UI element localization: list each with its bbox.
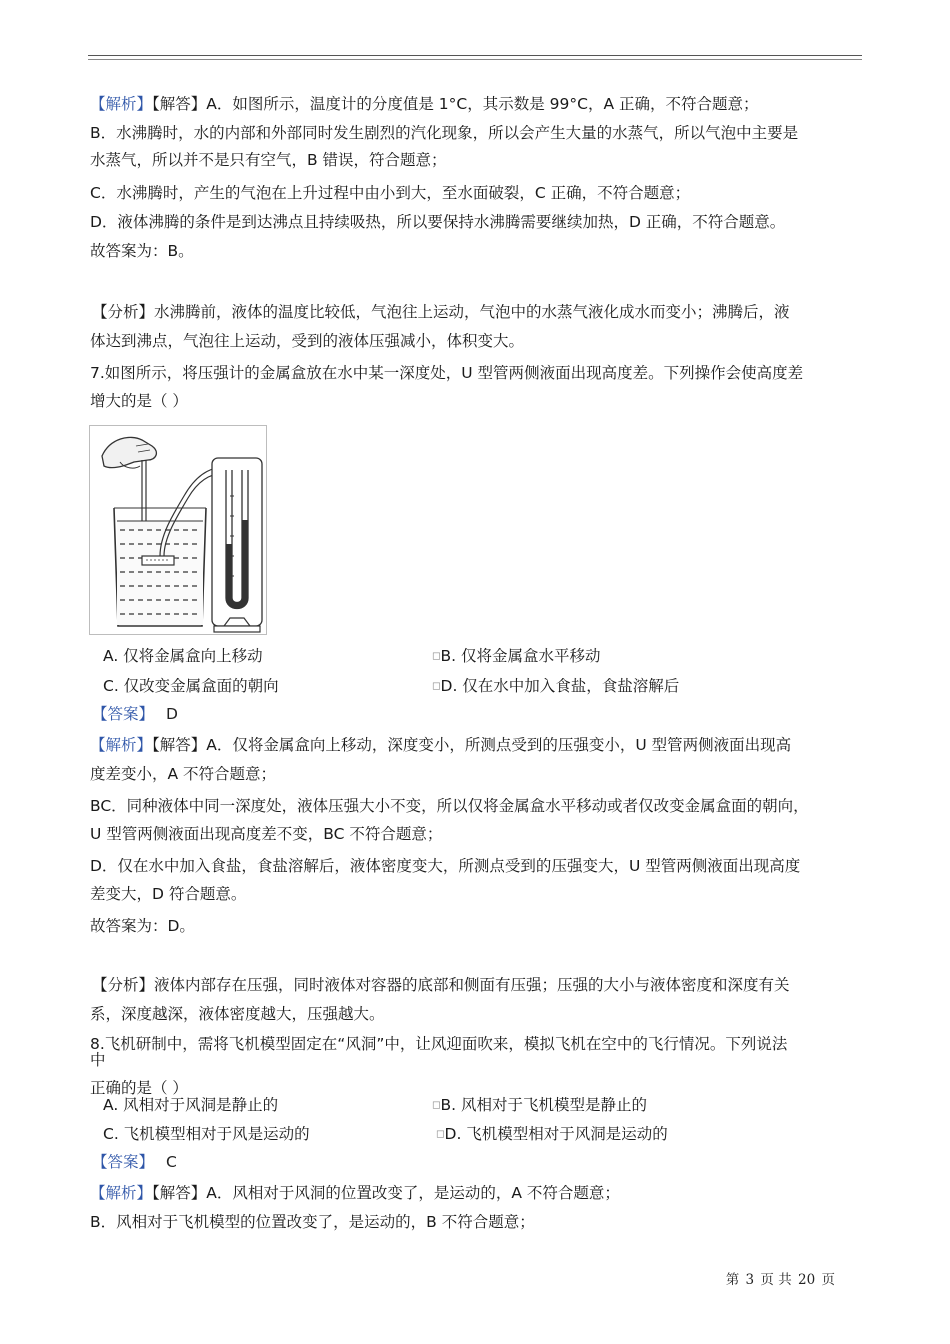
- q6-analysis-line-2: B．水沸腾时，水的内部和外部同时发生剧烈的汽化现象，所以会产生大量的水蒸气，所以气泡中主要是: [90, 124, 799, 142]
- q6-analysis-line-5: D．液体沸腾的条件是到达沸点且持续吸热，所以要保持水沸腾需要继续加热，D 正确，不符合题意。: [90, 213, 786, 231]
- q8-stem-wrap: 中: [90, 1051, 106, 1069]
- q7-analysis-line-1: 【解析】【解答】A．仅将金属盒向上移动，深度变小，所测点受到的压强变小，U 型管两侧液面出现高: [90, 736, 792, 754]
- page-total: 20: [798, 1272, 816, 1288]
- q7-analysis-line-3: BC．同种液体中同一深度处，液体压强大小不变，所以仅将金属盒水平移动或者仅改变金属盒面的朝向，: [90, 797, 809, 815]
- analysis-tag: 【解析】: [90, 1184, 153, 1202]
- q7-answer-line: 故答案为：D。: [90, 917, 195, 935]
- q8-option-d: □D. 飞机模型相对于风洞是运动的: [436, 1125, 668, 1143]
- q8-answer: [92, 1152, 177, 1172]
- q6-analysis-line-4: C．水沸腾时，产生的气泡在上升过程中由小到大，至水面破裂，C 正确，不符合题意；: [90, 184, 691, 202]
- analysis-tag: 【解析】: [90, 95, 153, 113]
- q8-stem-line-1: 8.飞机研制中，需将飞机模型固定在“风洞”中，让风迎面吹来，模拟飞机在空中的飞行情况。下列说法: [90, 1035, 788, 1053]
- q8-stem-line-2: 正确的是（ ）: [90, 1079, 188, 1097]
- header-rule-thin: [88, 59, 862, 60]
- answer-value: D: [166, 705, 178, 723]
- q7-summary-line-1: 【分析】液体内部存在压强，同时液体对容器的底部和侧面有压强；压强的大小与液体密度和深度有关: [92, 976, 790, 994]
- q7-option-a: A. 仅将金属盒向上移动: [103, 647, 263, 665]
- q7-analysis-line-4: U 型管两侧液面出现高度差不变，BC 不符合题意；: [90, 825, 443, 843]
- q7-answer: [92, 704, 178, 724]
- box-glyph: □: [432, 681, 441, 692]
- box-glyph: □: [436, 1129, 445, 1140]
- answer-tag: 【答案】: [92, 1153, 155, 1171]
- q7-stem-line-1: 7.如图所示，将压强计的金属盒放在水中某一深度处，U 型管两侧液面出现高度差。下列操作会使高度差: [90, 364, 804, 382]
- box-glyph: □: [432, 651, 441, 662]
- q6-analysis-line-3: 水蒸气，所以并不是只有空气，B 错误，符合题意；: [90, 151, 447, 169]
- q6-analysis-line-1: 【解析】【解答】A．如图所示，温度计的分度值是 1°C，其示数是 99°C，A 正确，不符合题意；: [90, 95, 759, 113]
- answer-value: C: [166, 1153, 177, 1171]
- page-footer: 第 3 页 共 20 页: [725, 1272, 835, 1288]
- q7-summary-line-2: 系，深度越深，液体密度越大，压强越大。: [90, 1005, 385, 1023]
- q8-option-a: A. 风相对于风洞是静止的: [103, 1096, 279, 1114]
- q6-summary-line-1: 【分析】水沸腾前，液体的温度比较低，气泡往上运动，气泡中的水蒸气液化成水而变小；沸腾后，液: [92, 303, 790, 321]
- q7-analysis-line-5: D．仅在水中加入食盐，食盐溶解后，液体密度变大，所测点受到的压强变大，U 型管两侧液面出现高度: [90, 857, 801, 875]
- page-number: 3: [745, 1272, 755, 1288]
- pressure-gauge-figure: [89, 425, 267, 635]
- q7-stem-line-2: 增大的是（ ）: [90, 392, 188, 410]
- q8-analysis-line-2: B．风相对于飞机模型的位置改变了，是运动的，B 不符合题意；: [90, 1213, 535, 1231]
- q7-option-d: □D. 仅在水中加入食盐，食盐溶解后: [432, 677, 680, 695]
- q7-option-b: □B. 仅将金属盒水平移动: [432, 647, 601, 665]
- analysis-tag: 【解析】: [90, 736, 153, 754]
- answer-tag: 【答案】: [92, 705, 155, 723]
- q6-answer-line: 故答案为：B。: [90, 242, 194, 260]
- q7-option-c: C. 仅改变金属盒面的朝向: [103, 677, 279, 695]
- q7-analysis-line-2: 度差变小，A 不符合题意；: [90, 765, 277, 783]
- q7-analysis-line-6: 差变大，D 符合题意。: [90, 885, 247, 903]
- pressure-gauge-illustration: [90, 426, 266, 634]
- q8-option-b: □B. 风相对于飞机模型是静止的: [432, 1096, 648, 1114]
- box-glyph: □: [432, 1100, 441, 1111]
- q6-summary-line-2: 体达到沸点，气泡往上运动，受到的液体压强减小，体积变大。: [90, 332, 525, 350]
- header-rule-thick: [88, 55, 862, 56]
- q8-option-c: C. 飞机模型相对于风是运动的: [103, 1125, 310, 1143]
- q8-analysis-line-1: 【解析】【解答】A．风相对于风洞的位置改变了，是运动的，A 不符合题意；: [90, 1184, 620, 1202]
